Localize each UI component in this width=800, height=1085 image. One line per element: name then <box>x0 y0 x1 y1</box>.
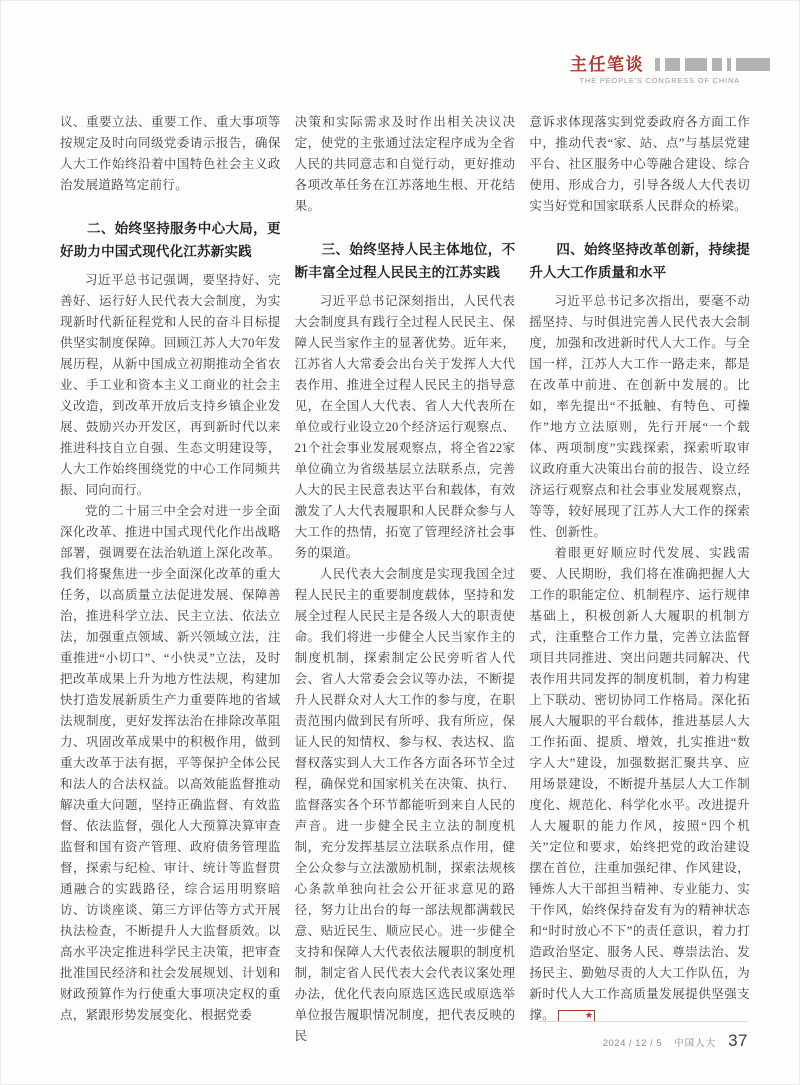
article-body <box>60 112 750 1047</box>
section-subtitle-en: THE PEOPLE'S CONGRESS OF CHINA <box>579 76 740 85</box>
journal-name: 中国人大 <box>674 1038 717 1049</box>
section-title: 主任笔谈 <box>570 55 644 74</box>
end-star-icon: ★ <box>558 1010 595 1022</box>
issue-date: 2024 / 12 / 5 <box>602 1038 663 1049</box>
decorative-bars-icon <box>650 58 770 71</box>
section-heading-4: 四、始终坚持改革创新，持续提升人大工作质量和水平 <box>529 242 751 280</box>
paragraph: 习近平总书记多次指出，要毫不动摇坚持、与时俱进完善人民代表大会制度，加强和改进新时代人大工作。与全国一样，江苏人大工作一路走来，都是在改革中前进、在创新中发展的。比如，率先提出“不抵触、有特色、可操作”地方立法原则，先行开展“一个载体、两项制度”实践探索，探索听取审议政府重大决策出台前的报告、设立经济运行观察点和社会事业发展观察点，等等，较好展现了江苏人大工作的探索性、创新性。 <box>529 294 751 539</box>
paragraph: 习近平总书记强调，要坚持好、完善好、运行好人民代表大会制度，为实现新时代新征程党和人民的奋斗目标提供坚实制度保障。回顾江苏人大70年发展历程，从新中国成立初期推动全省农业、手工业和资本主义工商业的社会主义改造，到改革开放后支持乡镇企业发展、鼓励兴办开发区，再到新时代以来推进科技自立自强、生态文明建设等，人大工作始终围绕党的中心工作同频共振、同向而行。 <box>60 273 281 497</box>
paragraph-continued: 意诉求体现落实到党委政府各方面工作中，推动代表“家、站、点”与基层党建平台、社区服务中心等融合建设、综合使用、形成合力，引导各级人大代表切实当好党和国家联系人民群众的桥梁。 <box>529 115 751 213</box>
footer-divider <box>538 1021 748 1022</box>
column-1 <box>60 112 281 1047</box>
paragraph-text: 着眼更好顺应时代发展、实践需要、人民期盼，我们将在准确把握人大工作的职能定位、机制程序、运行规律基础上，积极创新人大履职的机制方式，注重整合工作力量，完善立法监督项目共同推进、突出问题共同解决、代表作用共同发挥的制度机制，着力构建上下联动、密切协同工作格局。深化拓展人大履职的平台载体，推进基层人大工作拓面、提质、增效，扎实推进“数字人大”建设，加强数据汇聚共享、应用场景建设，不断提升基层人大工作制度化、规范化、科学化水平。改进提升人大履职的能力作风，按照“四个机关”定位和要求，始终把党的政治建设摆在首位，注重加强纪律、作风建设，锤炼人大干部担当精神、专业能力、实干作风，始终保持奋发有为的精神状态和“时时放心不下”的责任意识，着力打造政治坚定、服务人民、尊崇法治、发扬民主、勤勉尽责的人大工作队伍，为新时代人大工作高质量发展提供坚强支撑。 <box>529 546 751 1022</box>
section-heading-2: 二、始终坚持服务中心大局，更好助力中国式现代化江苏新实践 <box>60 221 281 259</box>
paragraph <box>529 543 750 1026</box>
paragraph-continued: 议、重要立法、重要工作、重大事项等按规定及时向同级党委请示报告，确保人大工作始终沿着中国特色社会主义政治发展道路笃定前行。 <box>60 115 281 192</box>
paragraph: 党的二十届三中全会对进一步全面深化改革、推进中国式现代化作出战略部署，强调要在法治轨道上深化改革。我们将聚焦进一步全面深化改革的重大任务，以高质量立法促进发展、保障善治，推进科学立法、民主立法、依法立法，加强重点领域、新兴领域立法，注重推进“小切口”、“小快灵”立法，及时把改革成果上升为地方性法规，构建加快打造发展新质生产力重要阵地的省域法规制度，更好发挥法治在排除改革阻力、巩固改革成果中的积极作用，做到重大改革于法有据，平等保护全体公民和法人的合法权益。以高效能监督推动解决重大问题，坚持正确监督、有效监督、依法监督，强化人大预算决算审查监督和国有资产管理、政府债务管理监督，探索与纪检、审计、统计等监督贯通融合的实践路径，综合运用明察暗访、访谈座谈、第三方评估等方式开展执法检查，不断提升人大监督质效。以高水平决定推进科学民主决策，把审查批准国民经济和社会发展规划、计划和财政预算作为行使重大事项决定权的重点，紧跟形势发展变化、根据党委 <box>60 504 281 1022</box>
section-heading-3: 三、始终坚持人民主体地位，不断丰富全过程人民民主的江苏实践 <box>294 242 516 280</box>
paragraph: 人民代表大会制度是实现我国全过程人民民主的重要制度载体，坚持和发展全过程人民民主是各级人大的职责使命。我们将进一步健全人民当家作主的制度机制，探索制定公民旁听省人代会、省人大常委会会议等办法，不断提升人民群众对人大工作的参与度，在职责范围内做到民有所呼、我有所应，保证人民的知情权、参与权、表达权、监督权落实到人大工作各方面各环节全过程，确保党和国家机关在决策、执行、监督落实各个环节都能听到来自人民的声音。进一步健全民主立法的制度机制，充分发挥基层立法联系点作用，健全公众参与立法激励机制，探索法规核心条款单独向社会公开征求意见的路径，努力让出台的每一部法规都满载民意、贴近民生、顺应民心。进一步健全支持和保障人大代表依法履职的制度机制，制定省人民代表大会代表议案处理办法，优化代表向原选区选民或原选举单位报告履职情况制度，把代表反映的民 <box>294 567 516 1043</box>
column-3 <box>529 112 750 1047</box>
page-header <box>0 56 770 85</box>
column-2 <box>295 112 516 1047</box>
page-number: 37 <box>728 1031 748 1050</box>
paragraph-continued: 决策和实际需求及时作出相关决议决定，使党的主张通过法定程序成为全省人民的共同意志和自觉行动，更好推动各项改革任务在江苏落地生根、开花结果。 <box>294 115 516 213</box>
paragraph: 习近平总书记深刻指出，人民代表大会制度具有践行全过程人民民主、保障人民当家作主的显著优势。近年来，江苏省人大常委会出台关于发挥人大代表作用、推进全过程人民民主的指导意见，在全国人大代表、省人大代表所在单位或行业设立20个经济运行观察点、21个社会事业发展观察点，将全省22家单位确立为省级基层立法联系点，完善人大的民主民意表达平台和载体，有效激发了人大代表履职和人民群众参与人大工作的热情，拓宽了管理经济社会事务的渠道。 <box>294 294 516 560</box>
page-footer <box>538 1021 748 1051</box>
